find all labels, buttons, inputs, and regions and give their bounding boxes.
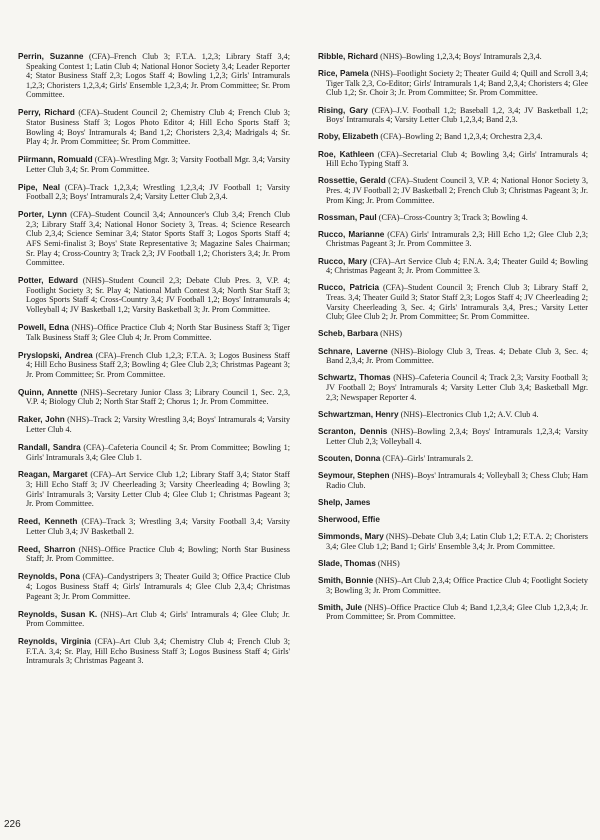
- senior-entry: [318, 454, 588, 464]
- senior-activities: (NHS)–Office Practice Club 4; Band 1,2,3,4; Glee Club 1,2,3,4; Jr. Prom Committee; Sr. Prom Committee.: [326, 602, 588, 622]
- senior-entry: [318, 52, 588, 62]
- senior-entry: [318, 576, 588, 595]
- senior-name: Rucco, Marianne: [318, 229, 385, 239]
- senior-entry: [18, 443, 290, 462]
- senior-name: Scranton, Dennis: [318, 426, 388, 436]
- senior-entry: [318, 69, 588, 98]
- senior-entry: [18, 276, 290, 314]
- senior-name: Porter, Lynn: [18, 210, 67, 220]
- senior-name: Schwartz, Thomas: [318, 373, 391, 383]
- senior-name: Perrin, Suzanne: [18, 52, 84, 61]
- senior-name: Rucco, Mary: [318, 256, 368, 266]
- senior-activities: (CFA)–Art Club 3,4; Chemistry Club 4; French Club 3; F.T.A. 3,4; Sr. Play, Hill Echo Business Staff 3; Logos Business Staff 4; Girls' Intramurals 3; Christmas Pageant 3.: [26, 637, 290, 666]
- senior-name: Randall, Sandra: [18, 442, 81, 452]
- senior-name: Rice, Pamela: [318, 69, 369, 79]
- senior-entry: [18, 323, 290, 342]
- senior-name: Roby, Elizabeth: [318, 132, 379, 142]
- left-column: [18, 52, 290, 674]
- senior-activities: (NHS)–Student Council 2,3; Debate Club Pres. 3, V.P. 4; Footlight Society 3; Sr. Play 4; National Math Contest 3,4; North Star Staff 3; Logos Sports Staff 4; Cross-Country 3,4; JV Football 1,2; Boys' Intramurals 4; Volleyball 4; JV Basketball 1,2; Varsity Basketball 3; Jr. Prom Committee.: [26, 276, 291, 315]
- senior-entry: [318, 176, 588, 205]
- senior-activities: (CFA) Girls' Intramurals 2,3; Hill Echo 1,2; Glee Club 2,3; Christmas Pageant 3; Jr. Prom Committee 3.: [326, 229, 588, 249]
- senior-entry: [318, 257, 588, 276]
- senior-name: Slade, Thomas: [318, 558, 376, 568]
- senior-name: Reagan, Margaret: [18, 470, 88, 480]
- senior-entry: [18, 108, 290, 146]
- senior-name: Rossman, Paul: [318, 212, 377, 222]
- senior-entry: [318, 559, 588, 569]
- senior-entry: [18, 517, 290, 536]
- senior-name: Rossettie, Gerald: [318, 176, 386, 186]
- senior-activities: (CFA)–Track 3; Wrestling 3,4; Varsity Football 3,4; Varsity Letter Club 3,4; JV Basketball 2.: [26, 517, 290, 536]
- senior-entry: [318, 532, 588, 551]
- senior-name: Perry, Richard: [18, 108, 75, 118]
- senior-name: Sherwood, Effie: [318, 514, 380, 524]
- senior-entry: [318, 132, 588, 142]
- page-number: 226: [4, 819, 21, 830]
- senior-activities: (CFA)–Bowling 2; Band 1,2,3,4; Orchestra 2,3,4.: [378, 132, 543, 142]
- senior-activities: (CFA)–J.V. Football 1,2; Baseball 1,2, 3,4; JV Basketball 1,2; Boys' Intramurals 4; Varsity Letter Club 1,2,3,4; Band 2,3.: [326, 105, 588, 125]
- senior-name: Rising, Gary: [318, 105, 368, 115]
- senior-activities: (CFA)–Student Council 3, V.P. 4; National Honor Society 3, Pres. 4; JV Football 2; JV Basketball 2; French Club 3; Christmas Pageant 3; Jr. Prom King; Jr. Prom Committee.: [326, 176, 589, 205]
- senior-name: Reynolds, Virginia: [18, 637, 91, 647]
- senior-name: Reed, Kenneth: [18, 517, 78, 527]
- senior-activities: (NHS)–Bowling 2,3,4; Boys' Intramurals 1,2,3,4; Varsity Letter Club 2,3; Volleyball 4.: [326, 426, 588, 446]
- senior-activities: (NHS)–Biology Club 3, Treas. 4; Debate Club 3, Sec. 4; Band 2,3,4; Jr. Prom Committee.: [326, 346, 588, 366]
- senior-entry: [18, 52, 290, 100]
- senior-entry: [318, 150, 588, 169]
- senior-name: Roe, Kathleen: [318, 149, 375, 159]
- senior-name: Piirmann, Romuald: [18, 155, 93, 165]
- senior-activities: (NHS)–Boys' Intramurals 4; Volleyball 3; Chess Club; Ham Radio Club.: [326, 470, 588, 490]
- senior-name: Reynolds, Susan K.: [18, 609, 98, 619]
- senior-entry: [18, 155, 290, 174]
- senior-name: Reynolds, Pona: [18, 572, 80, 582]
- senior-activities: (CFA)–Student Council 2; Chemistry Club 4; French Club 3; Stator Business Staff 3; Logos Photo Editor 4; Hill Echo Sports Staff 3; Bowling 4; Boys' Intramurals 4; Band 1,2; Choristers 2,3,4; Madrigals 4; Sr. Play 4; Jr. Prom Committee; Sr. Prom Committee.: [26, 108, 290, 147]
- senior-name: Raker, John: [18, 415, 65, 425]
- senior-activities: (CFA)–Student Council 3,4; Announcer's Club 3,4; French Club 2,3; Library Staff 3,4; National Honor Society 3, Treas. 4; Science Research Club 2,3,4; Science Seminar 3,4; Stator Sports Staff 3; Logos Sports Staff 4; AFS Semi-finalist 3; Boys' State Representative 3; Magazine Sales Chairman; Sr. Play 4; Cross-Country 3; Track 2,3; JV Football 1,2; Choristers 3,4; Jr. Prom Committee.: [26, 210, 291, 268]
- senior-activities: (NHS)–Bowling 1,2,3,4; Boys' Intramurals 2,3,4.: [378, 52, 542, 61]
- senior-entry: [18, 415, 290, 434]
- senior-name: Pryslopski, Andrea: [18, 350, 93, 360]
- senior-activities: (NHS)–Art Club 2,3,4; Office Practice Club 4; Footlight Society 3; Bowling 3; Jr. Prom Committee.: [326, 576, 588, 595]
- senior-activities: (CFA)–Cafeteria Council 4; Sr. Prom Committee; Bowling 1; Girls' Intramurals 3,4; Glee Club 1.: [26, 442, 290, 462]
- senior-activities: (NHS)–Office Practice Club 4; Bowling; North Star Business Staff; Jr. Prom Committee.: [26, 544, 290, 564]
- senior-entry: [18, 572, 290, 601]
- senior-activities: (CFA)–Art Service Club 1,2; Library Staff 3,4; Stator Staff 3; Hill Echo Staff 3; JV Cheerleading 3; Varsity Cheerleading 4; Bowling 3; Girls' Intramurals 3; Varsity Letter Club 4; Glee Club 1; Christmas Pageant 3; Jr. Prom Committee.: [26, 470, 290, 509]
- senior-activities: (NHS)–Footlight Society 2; Theater Guild 4; Quill and Scroll 3,4; Tiger Talk 2,3, Co-Editor; Girls' Intramurals 1,4; Band 2,3,4; Choristers 4; Glee Club 1,2; Sr. Choir 3; Jr. Prom Committee; Sr. Prom Committee.: [326, 69, 588, 98]
- senior-entry: [318, 106, 588, 125]
- senior-entry: [18, 610, 290, 629]
- senior-name: Schnare, Laverne: [318, 346, 388, 356]
- senior-entry: [18, 351, 290, 380]
- senior-name: Shelp, James: [318, 497, 371, 507]
- senior-entry: [18, 388, 290, 407]
- right-column: [318, 52, 588, 630]
- senior-name: Rucco, Patricia: [318, 283, 380, 293]
- senior-activities: (NHS)–Debate Club 3,4; Latin Club 1,2; F.T.A. 2; Choristers 3,4; Glee Club 1,2; Band 1; Girls' Ensemble 3,4; Jr. Prom Committee.: [326, 532, 588, 551]
- senior-name: Quinn, Annette: [18, 387, 78, 397]
- senior-name: Smith, Jule: [318, 602, 363, 612]
- senior-entry: [318, 347, 588, 366]
- senior-name: Simmonds, Mary: [318, 532, 384, 542]
- senior-entry: [18, 545, 290, 564]
- senior-name: Schwartzman, Henry: [318, 409, 399, 419]
- senior-name: Smith, Bonnie: [318, 576, 374, 586]
- senior-name: Seymour, Stephen: [318, 470, 390, 480]
- senior-activities: (NHS)–Track 2; Varsity Wrestling 3,4; Boys' Intramurals 4; Varsity Letter Club 4.: [26, 415, 290, 434]
- senior-name: Pipe, Neal: [18, 182, 60, 192]
- senior-activities: (NHS)–Secretary Junior Class 3; Library Council 1, Sec. 2,3, V.P. 4; Biology Club 2; North Star Staff 2; Chorus 1; Jr. Prom Committee.: [26, 387, 291, 407]
- senior-entry: [318, 498, 588, 508]
- senior-entry: [18, 210, 290, 268]
- senior-entry: [318, 603, 588, 622]
- senior-activities: (NHS)–Cafeteria Council 4; Track 2,3; Varsity Football 3; JV Football 2; Boys' Intramurals 4; Varsity Letter Club 3,4; Basketball Mgr. 2,3; Newspaper Reporter 4.: [326, 373, 588, 402]
- senior-activities: (NHS)–Office Practice Club 4; North Star Business Staff 3; Tiger Talk Business Staff 3; Glee Club 4; Jr. Prom Committee.: [26, 323, 290, 342]
- senior-entry: [318, 329, 588, 339]
- senior-entry: [318, 283, 588, 321]
- senior-name: Reed, Sharron: [18, 544, 76, 554]
- senior-activities: (NHS)–Art Club 4; Girls' Intramurals 4; Glee Club; Jr. Prom Committee.: [26, 609, 290, 629]
- senior-activities: (CFA)–Candystripers 3; Theater Guild 3; Office Practice Club 4; Logos Business Staff 4; Girls' Intramurals 4; Glee Club 2,3,4; Christmas Pageant 3; Jr. Prom Committee.: [26, 572, 290, 601]
- senior-entry: [18, 470, 290, 508]
- senior-entry: [18, 183, 290, 202]
- senior-activities: (NHS): [378, 329, 402, 339]
- senior-activities: (CFA)–Art Service Club 4; F.N.A. 3,4; Theater Guild 4; Bowling 4; Christmas Pageant 3; Jr. Prom Committee 3.: [326, 256, 588, 276]
- senior-name: Scouten, Donna: [318, 453, 381, 463]
- senior-entry: [318, 230, 588, 249]
- senior-name: Powell, Edna: [18, 323, 69, 332]
- senior-name: Scheb, Barbara: [318, 329, 379, 339]
- senior-activities: (CFA)–French Club 1,2,3; F.T.A. 3; Logos Business Staff 4; Hill Echo Business Staff 2,3; Bowling 4; Glee Club 2,3; Christmas Pageant 3; Jr. Prom Committee; Sr. Prom Committee.: [26, 350, 290, 379]
- senior-activities: (CFA)–Cross-Country 3; Track 3; Bowling 4.: [376, 212, 528, 222]
- senior-activities: (NHS)–Electronics Club 1,2; A.V. Club 4.: [398, 409, 539, 419]
- senior-activities: (CFA)–Wrestling Mgr. 3; Varsity Football Mgr. 3,4; Varsity Letter Club 3,4; Sr. Prom Committee.: [26, 155, 290, 174]
- senior-activities: (NHS): [375, 558, 400, 568]
- senior-entry: [318, 427, 588, 446]
- senior-activities: (CFA)–Girls' Intramurals 2.: [380, 453, 474, 463]
- senior-name: Ribble, Richard: [318, 52, 379, 61]
- senior-entry: [318, 515, 588, 525]
- senior-name: Potter, Edward: [18, 276, 78, 286]
- senior-entry: [318, 213, 588, 223]
- senior-activities: (CFA)–French Club 3; F.T.A. 1,2,3; Library Staff 3,4; Speaking Contest 1; Latin Club 4; National Honor Society 3,4; Leader Reporter 4; Stator Business Staff 2,3; Logos Staff 4; Bowling 1,2,3; Girls' Intramurals 1,2,3; Choristers 1,2,3,4; Girls' Ensemble 1,2,3,4; Jr. Prom Committee; Sr. Prom Committee.: [26, 52, 290, 100]
- senior-entry: [318, 471, 588, 490]
- senior-entry: [18, 637, 290, 666]
- senior-activities: (CFA)–Student Council 3; French Club 3; Library Staff 2, Treas. 3,4; Theater Guild 3; Stator Staff 2,3; Logos Staff 4; JV Cheerleading 2; Varsity Cheerleading 3, Sec. 4; Girls' Intramurals 3,4, Pres.; Varsity Letter Club; Glee Club 2; Jr. Prom Committee; Sr. Prom Committee.: [326, 283, 588, 322]
- senior-activities: (CFA)–Track 1,2,3,4; Wrestling 1,2,3,4; JV Football 1; Varsity Football 2,3; Boys' Intramurals 2,4; Varsity Letter Club 2,3,4.: [26, 182, 290, 202]
- senior-activities: (CFA)–Secretarial Club 4; Bowling 3,4; Girls' Intramurals 4; Hill Echo Typing Staff 3.: [326, 149, 588, 169]
- senior-entry: [318, 373, 588, 402]
- senior-entry: [318, 410, 588, 420]
